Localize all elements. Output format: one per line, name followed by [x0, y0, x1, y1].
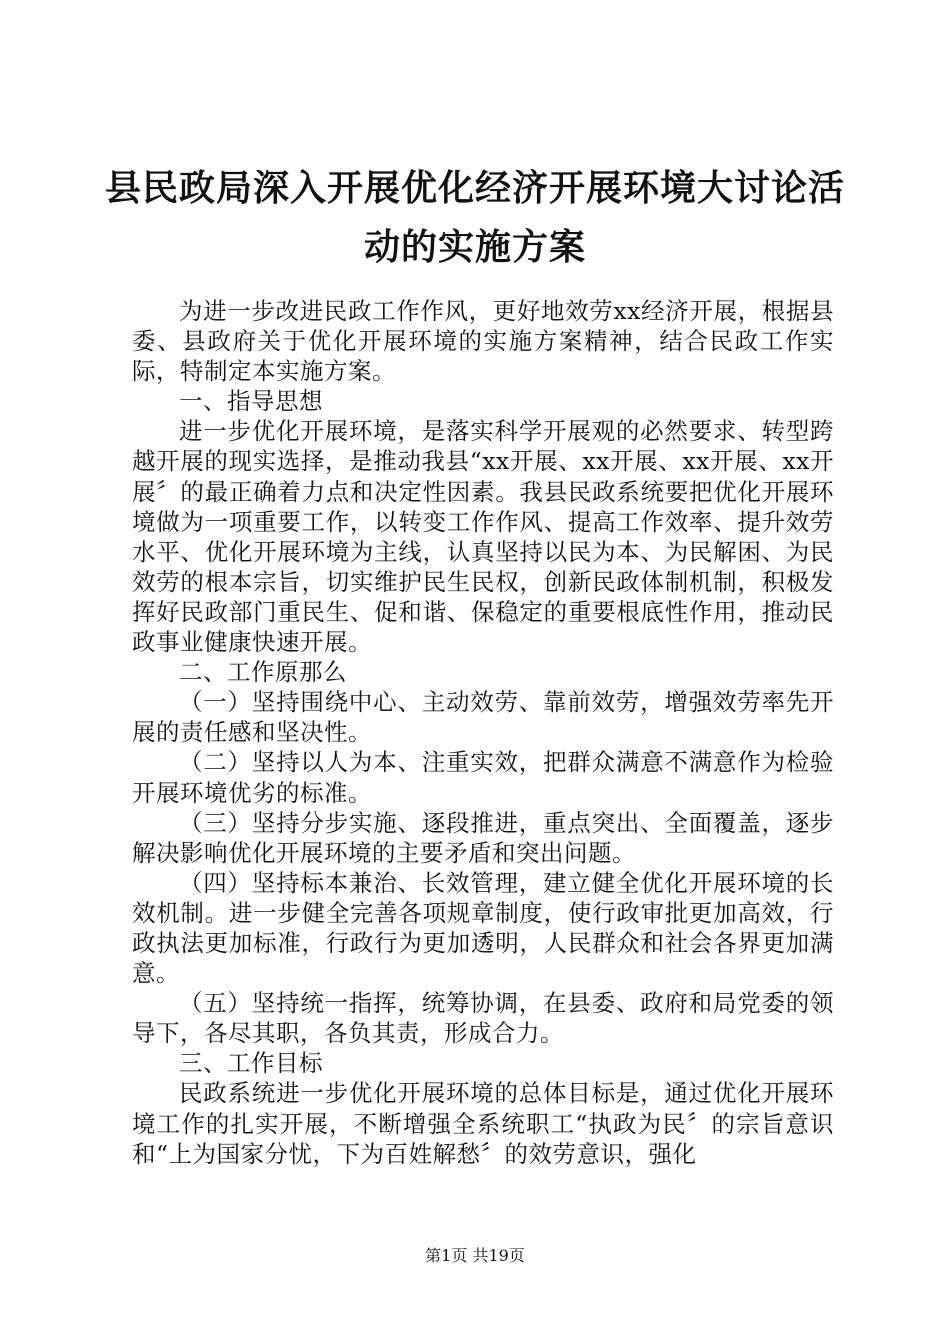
principle-item-3: （三）坚持分步实施、逐段推进，重点突出、全面覆盖，逐步解决影响优化开展环境的主要矛盾和突出问题。 [132, 808, 834, 867]
principle-item-4: （四）坚持标本兼治、长效管理，建立健全优化开展环境的长效机制。进一步健全完善各项规章制度，使行政审批更加高效，行政执法更加标准，行政行为更加透明，人民群众和社会各界更加满意。 [132, 868, 834, 988]
principle-item-2: （二）坚持以人为本、注重实效，把群众满意不满意作为检验开展环境优劣的标准。 [132, 748, 834, 807]
document-title-line-1: 县民政局深入开展优化经济开展环境大讨论活 [104, 167, 845, 209]
document-title-line-2: 动的实施方案 [363, 226, 586, 268]
paragraph-guiding-thought: 进一步优化开展环境，是落实科学开展观的必然要求、转型跨越开展的现实选择，是推动我县“xx开展、xx开展、xx开展、xx开展〞的最正确着力点和决定性因素。我县民政系统要把优化开展环境做为一项重要工作，以转变工作作风、提高工作效率、提升效劳水平、优化开展环境为主线，认真坚持以民为本、为民解困、为民效劳的根本宗旨，切实维护民生民权，创新民政体制机制，积极发挥好民政部门重民生、促和谐、保稳定的重要根底性作用，推动民政事业健康快速开展。 [132, 417, 834, 657]
principle-item-1: （一）坚持围绕中心、主动效劳、靠前效劳，增强效劳率先开展的责任感和坚决性。 [132, 688, 834, 747]
paragraph-intro: 为进一步改进民政工作作风，更好地效劳xx经济开展，根据县委、县政府关于优化开展环境的实施方案精神，结合民政工作实际，特制定本实施方案。 [132, 297, 834, 386]
section-heading-guiding-thought: 一、指导思想 [179, 387, 323, 416]
principle-item-5: （五）坚持统一指挥，统筹协调，在县委、政府和局党委的领导下，各尽其职，各负其责，形成合力。 [132, 989, 834, 1048]
section-heading-principles: 二、工作原那么 [179, 658, 347, 687]
section-heading-goals: 三、工作目标 [179, 1049, 323, 1078]
page-number: 第1页 共19页 [425, 1246, 525, 1265]
document-body [132, 296, 834, 1169]
paragraph-goals: 民政系统进一步优化开展环境的总体目标是，通过优化开展环境工作的扎实开展，不断增强全系统职工“执政为民〞的宗旨意识和“上为国家分忧，下为百姓解愁〞的效劳意识，强化 [132, 1079, 834, 1168]
